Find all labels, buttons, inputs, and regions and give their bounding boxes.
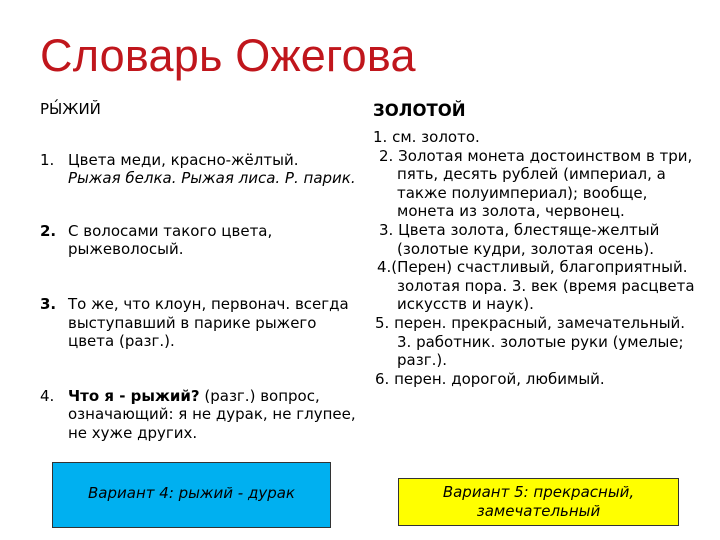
entry-ryzhiy [40, 100, 360, 443]
definition-5: 5. перен. прекрасный, замечательный. 3. работник. золотые руки (умелые; разг.). [375, 313, 686, 370]
definition-3: 3. Цвета золота, блестяще-желтый (золотые кудри, золотая осень). [379, 220, 660, 258]
definition-text: (разг.) вопрос, означающий: я не дурак, не глупее, не хуже других. [68, 386, 356, 442]
headword-zolotoy: ЗОЛОТОЙ [373, 101, 466, 120]
definition-2: 2. Золотая монета достоинством в три, пять, десять рублей (империал, а также полуимпериал); вообще, монета из золота, червонец. [379, 146, 693, 221]
answer-text: Вариант 5: прекрасный, замечательный [442, 483, 635, 520]
definition-text: С волосами такого цвета, рыжеволосый. [68, 221, 273, 259]
definition-text: Цвета меди, красно-жёлтый. [68, 150, 299, 169]
definition-text: То же, что клоун, первонач. всегда выступавший в парике рыжего цвета (разг.). [68, 294, 349, 351]
answer-text: Вариант 4: рыжий - дурак [88, 484, 295, 502]
definition-example: Рыжая белка. Рыжая лиса. Р. парик. [68, 169, 356, 188]
definition-6: 6. перен. дорогой, любимый. [375, 369, 605, 388]
definition-number: 1. [40, 150, 55, 169]
definition-number: 4. [40, 386, 55, 405]
answer-box-variant-5 [398, 478, 679, 526]
definition-phrase: Что я - рыжий? [68, 386, 200, 405]
entry-zolotoy [373, 100, 703, 388]
answer-box-variant-4 [52, 462, 331, 528]
definition-4: 4.(Перен) счастливый, благоприятный. золотая пора. 3. век (время расцвета искусств и наук). [377, 258, 695, 314]
headword-ryzhiy: РЫ́ЖИЙ [40, 100, 101, 118]
page-title: Словарь Ожегова [40, 30, 416, 81]
definition-4 [40, 387, 360, 443]
definition-number: 2. [40, 221, 57, 240]
definition-1: 1. см. золото. [373, 128, 480, 146]
definition-1 [40, 151, 360, 188]
definition-number: 3. [40, 294, 57, 313]
definition-3 [40, 295, 360, 351]
definition-2 [40, 222, 360, 259]
